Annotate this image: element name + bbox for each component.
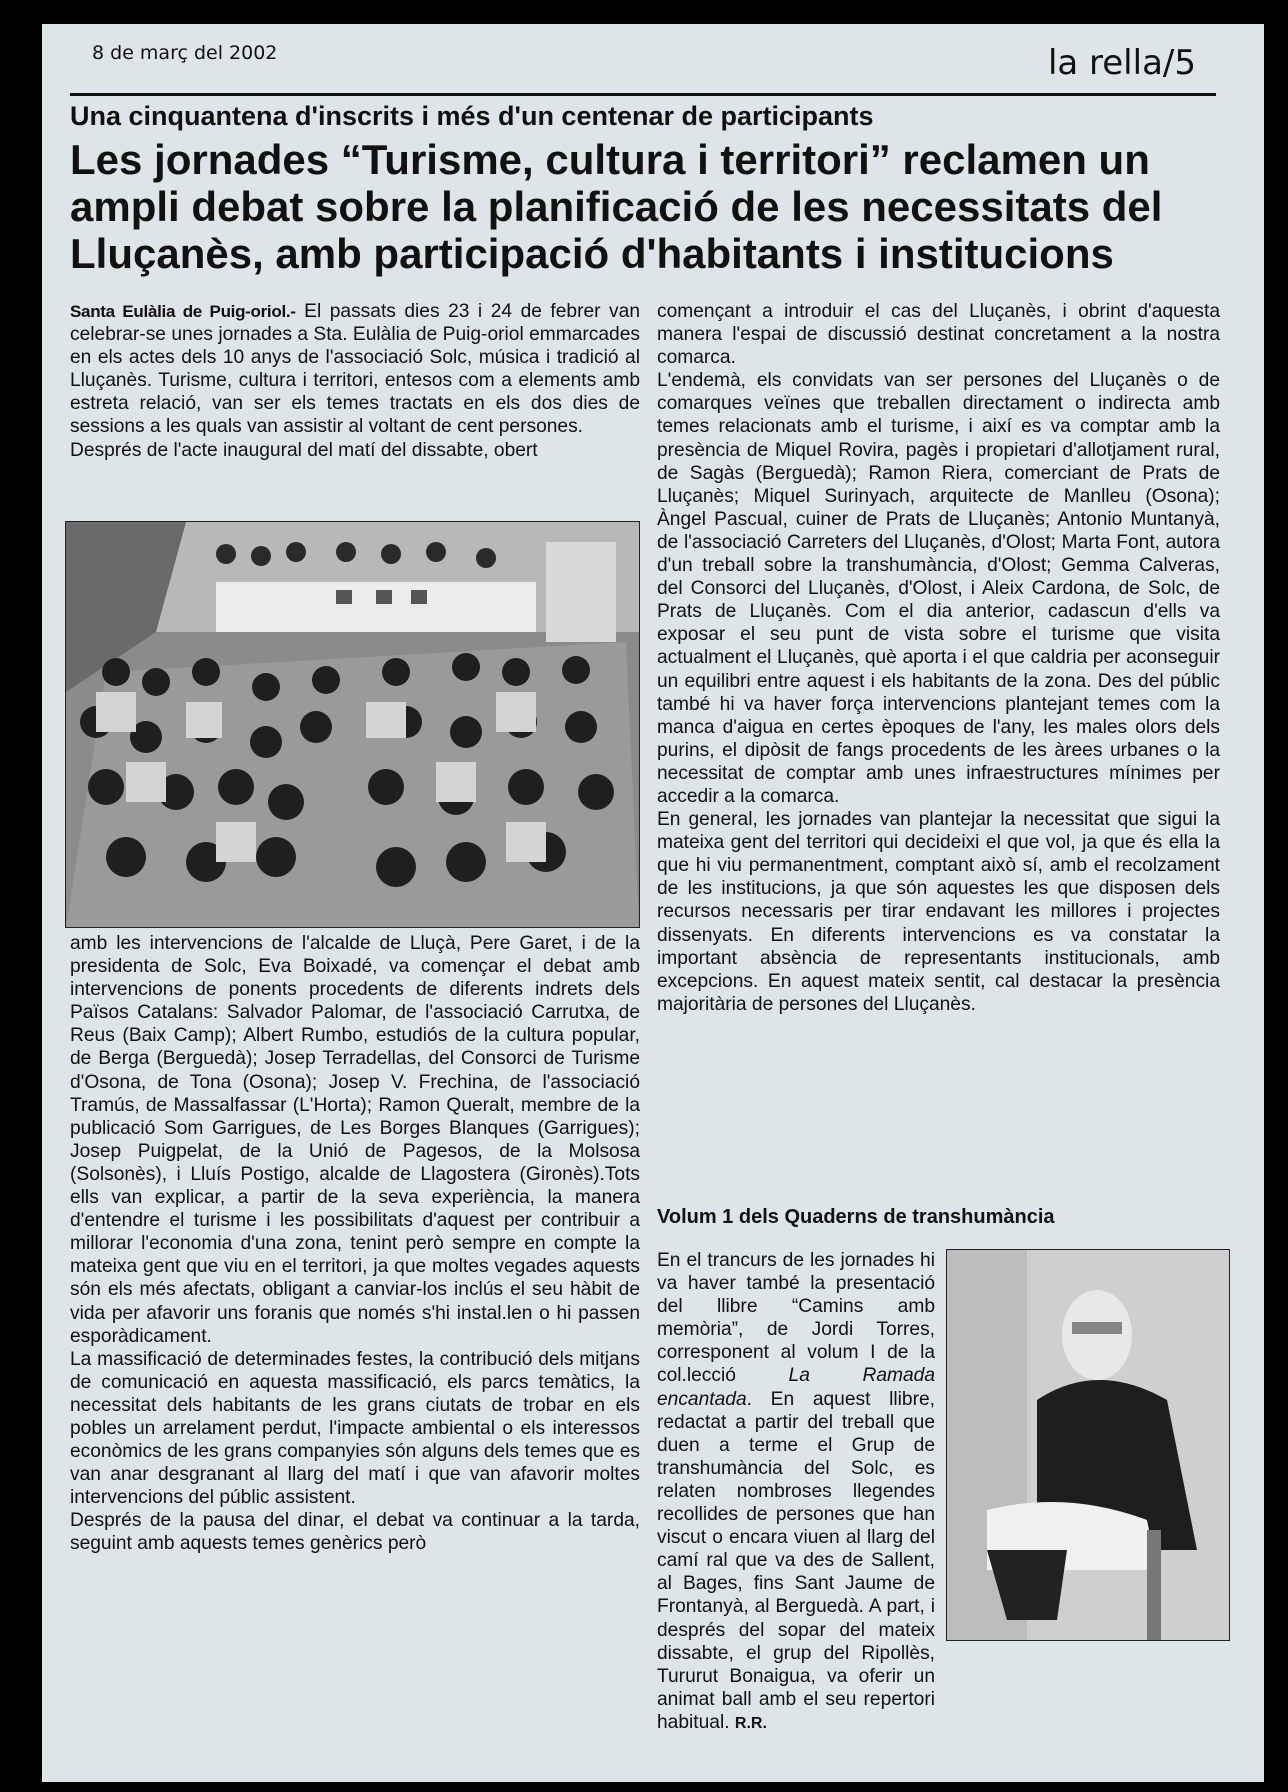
author-signature: R.R. [734, 1714, 767, 1732]
issue-date: 8 de març del 2002 [92, 42, 278, 64]
paragraph: L'endemà, els convidats van ser persones del Lluçanès o de comarques veïnes que treballen directament o indirecta amb temes relacionats amb el turisme, i així es va comptar amb la presència de Miquel Rovira, pagès i propietari d'allotjament rural, de Sagàs (Berguedà); Ramon Riera, comerciant de Prats de Lluçanès; Miquel Surinyach, arquitecte de Manlleu (Osona); Àngel Pascual, cuiner de Prats de Lluçanès; Antonio Muntanyà, de l'associació Carreters del Lluçanès, d'Olost; Marta Font, autora d'un treball sobre la transhumància, d'Olost; Gemma Calveras, del Consorci del Lluçanès, d'Olost, i Aleix Cardona, de Solc, de Prats de Lluçanès. Com el dia anterior, cadascun d'ells va exposar el seu punt de vista sobre el turisme que visita actualment el Lluçanès, què aporta i el que caldria per aconseguir un equilibri entre aquest i els habitants de la zona. Des del públic també hi va haver força intervencions plantejant temes com la manca d'aigua en certes èpoques de l'any, les males olors dels purins, el dipòsit de fangs procedents de les àrees urbanes o la necessitat de comptar amb unes infraestructures mínimes per accedir a la comarca. [657, 370, 1220, 807]
paragraph: Després de la pausa del dinar, el debat va continuar a la tarda, seguint amb aquests temes genèrics però [70, 1510, 640, 1555]
page-label: la rella/5 [1047, 43, 1196, 83]
dateline: Santa Eulàlia de Puig-oriol.- [70, 302, 296, 321]
sidebar-text-continued: . En aquest llibre, redactat a partir del treball que duen a terme el Grup de transhumància del Solc, es relaten nombroses llegendes recollides de persones que han viscut o encara viuen al llarg del camí ral que va des de Sallent, al Bages, fins Sant Jaume de Frontanyà, al Berguedà. A part, i després del sopar del mateix dissabte, el grup del Ripollès, Tururut Bonaigua, va oferir un animat ball amb el seu repertori habitual. [657, 1388, 935, 1733]
column-1-top [70, 300, 640, 462]
paragraph: començant a introduir el cas del Lluçanès, i obrint d'aquesta manera l'espai de discussió destinat concretament a la nostra comarca. [657, 301, 1220, 369]
paragraph: Després de l'acte inaugural del matí del dissabte, obert [70, 439, 538, 461]
header-rule [70, 93, 1216, 96]
book-title: La Ramada encantada [657, 1365, 936, 1410]
article-headline: Les jornades “Turisme, cultura i territori” reclamen un ampli debat sobre la planificació de les necessitats del Lluçanès, amb participació d'habitants i institucions [70, 136, 1163, 277]
column-1-bottom [70, 932, 640, 1556]
lead-paragraph: El passats dies 23 i 24 de febrer van celebrar-se unes jornades a Sta. Eulàlia de Puig-oriol emmarcades en els actes dels 10 anys de l'associació Solc, música i tradició al Lluçanès. Turisme, cultura i territori, entesos com a elements amb estreta relació, van ser els temes tractats en els dos dies de sessions a les quals van assistir al voltant de cent persones. [70, 301, 640, 438]
sidebar-subhead: Volum 1 dels Quaderns de transhumància [657, 1206, 1055, 1228]
conference-photo-illustration [66, 522, 639, 927]
column-2 [657, 300, 1220, 1016]
author-portrait-photo [946, 1249, 1230, 1641]
paragraph: amb les intervencions de l'alcalde de Lluçà, Pere Garet, i de la presidenta de Solc, Eva Boixadé, va començar el debat amb intervencions de ponents procedents de diferents indrets dels Països Catalans: Salvador Palomar, de l'associació Carrutxa, de Reus (Baix Camp); Albert Rumbo, estudiós de la cultura popular, de Berga (Berguedà); Josep Terradellas, del Consorci de Turisme d'Osona, de Tona (Osona); Josep V. Frechina, de l'associació Tramús, de Massalfassar (L'Horta); Ramon Queralt, membre de la publicació Som Garrigues, de Les Borges Blanques (Garrigues); Josep Puigpelat, de la Unió de Pagesos, de la Molsosa (Solsonès), i Lluís Postigo, alcalde de Llagostera (Gironès).Tots ells van explicar, a partir de la seva experiència, la manera d'entendre el turisme i les possibilitats d'aquest per contribuir a millorar l'economia d'una zona, tenint però sempre en compte la mateixa gent que viu en el territori, ja que moltes vegades aquests són els més afectats, obligant a canviar-los inclús el seu hàbit de vida per afavorir uns foranis que només s'hi instal.len o hi passen esporàdicament. [70, 933, 640, 1347]
paragraph: En general, les jornades van plantejar la necessitat que sigui la mateixa gent del territori qui decideixi el que vol, ja que és ella la que hi viu permanentment, comptant això sí, amb el recolzament de les institucions, ja que són aquestes les que disposen dels recursos necessaris per tirar endavant les millores i projectes dissenyats. En diferents intervencions es va constatar la important absència de representants institucionals, amb excepcions. En aquest mateix sentit, cal destacar la presència majoritària de persones del Lluçanès. [657, 809, 1220, 1015]
conference-audience-photo [65, 521, 640, 928]
sidebar-text-narrow [657, 1249, 935, 1735]
paragraph: La massificació de determinades festes, la contribució dels mitjans de comunicació en aquesta massificació, els parcs temàtics, la necessitat dels habitants de les grans ciutats de trobar en els pobles un arrelament perdut, l'impacte ambiental o els interessos econòmics de les grans companyies són alguns dels temes que es van anar desgranant al llarg del matí i que van afavorir moltes intervencions del públic assistent. [70, 1348, 640, 1509]
portrait-illustration [947, 1250, 1229, 1640]
article-kicker: Una cinquantena d'inscrits i més d'un centenar de participants [70, 101, 874, 131]
sidebar-text: En el trancurs de les jornades hi va haver també la presentació del llibre “Camins amb memòria”, de Jordi Torres, corresponent al volum I de la col.lecció [657, 1250, 935, 1387]
